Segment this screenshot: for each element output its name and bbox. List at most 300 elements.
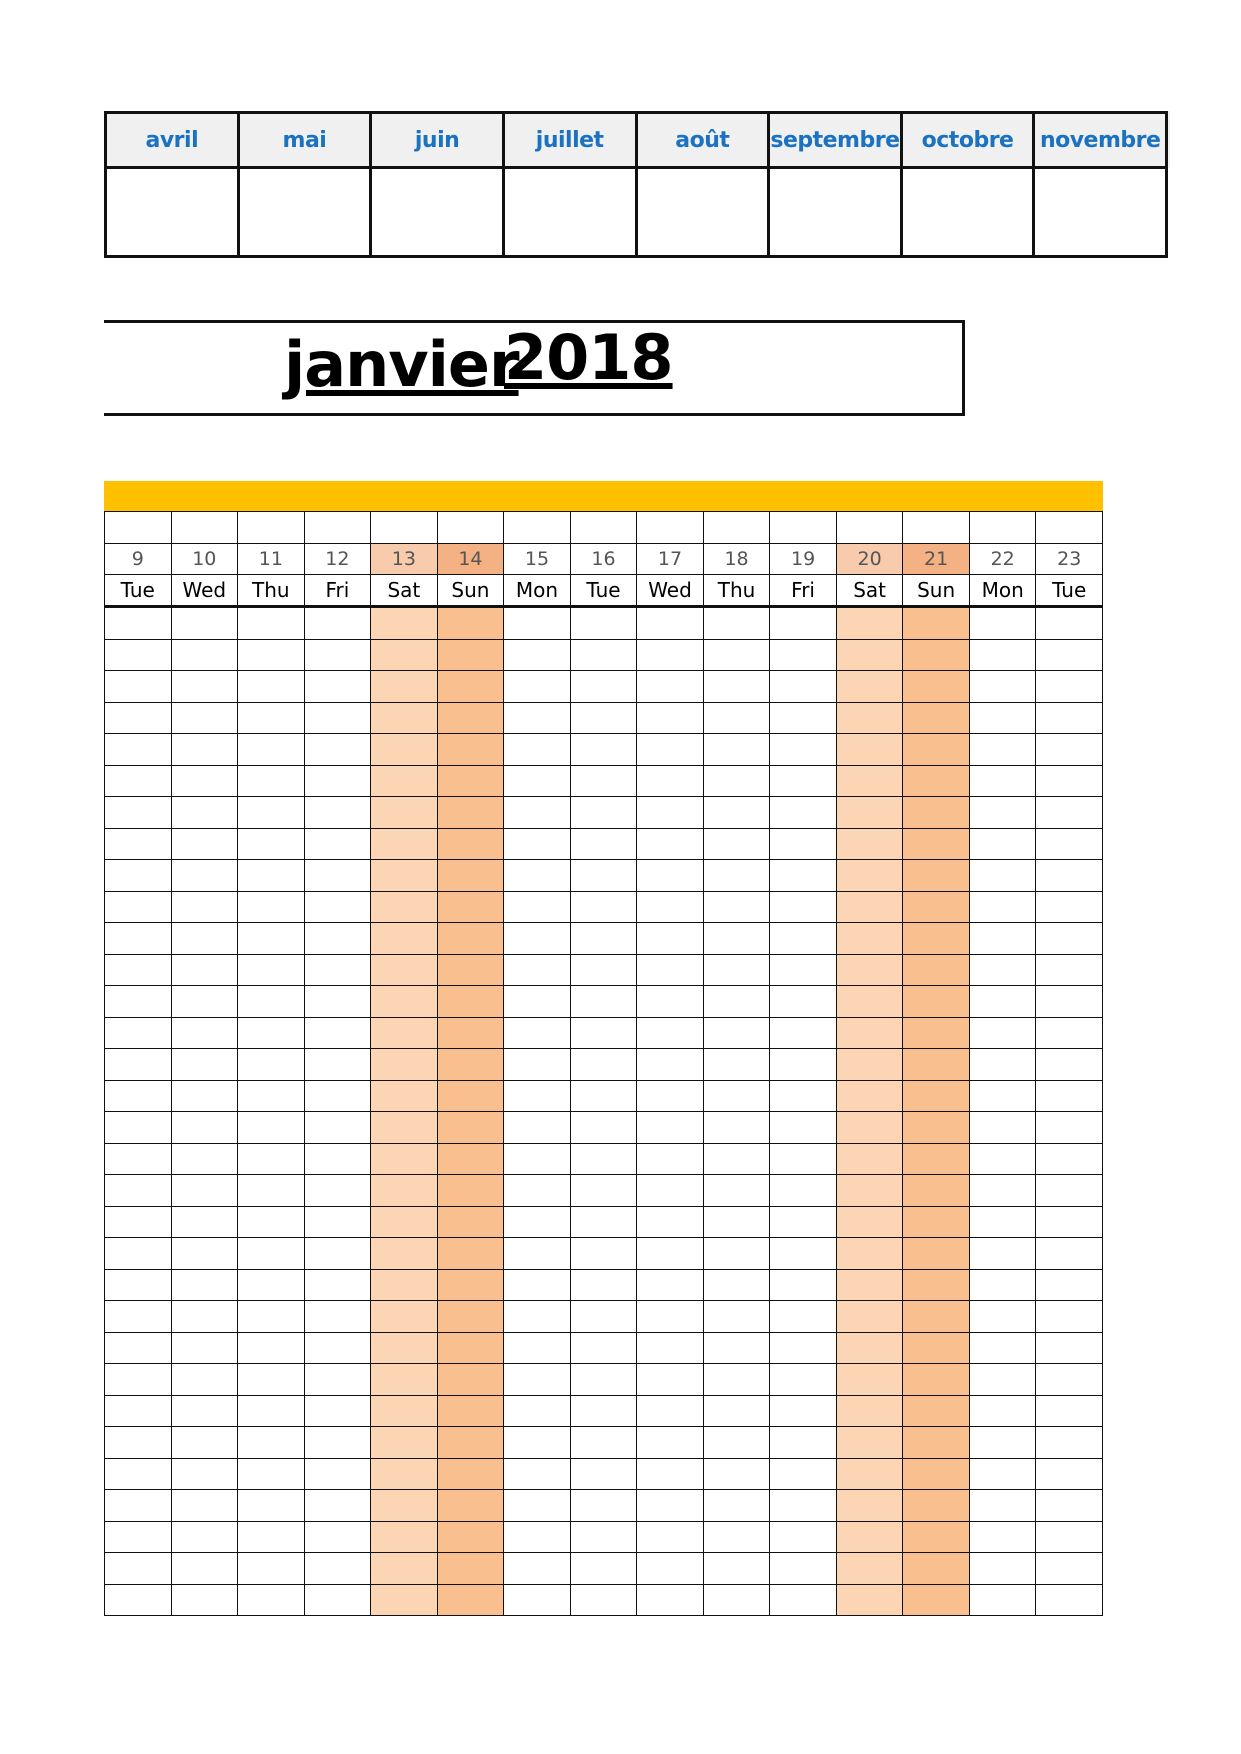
schedule-cell[interactable] <box>969 1175 1036 1207</box>
schedule-cell[interactable] <box>371 1143 438 1175</box>
schedule-cell[interactable] <box>836 1175 903 1207</box>
schedule-cell[interactable] <box>238 1521 305 1553</box>
schedule-cell[interactable] <box>637 1301 704 1333</box>
schedule-cell[interactable] <box>105 1238 172 1270</box>
schedule-cell[interactable] <box>703 607 770 640</box>
schedule-cell[interactable] <box>504 1364 571 1396</box>
schedule-cell[interactable] <box>304 1584 371 1616</box>
month-tab[interactable]: avril <box>106 113 239 168</box>
schedule-cell[interactable] <box>836 954 903 986</box>
schedule-cell[interactable] <box>637 1143 704 1175</box>
schedule-cell[interactable] <box>969 765 1036 797</box>
schedule-cell[interactable] <box>836 1427 903 1459</box>
schedule-cell[interactable] <box>969 860 1036 892</box>
schedule-cell[interactable] <box>304 1395 371 1427</box>
schedule-cell[interactable] <box>903 923 970 955</box>
schedule-cell[interactable] <box>238 1017 305 1049</box>
schedule-cell[interactable] <box>637 1332 704 1364</box>
schedule-cell[interactable] <box>371 702 438 734</box>
schedule-cell[interactable] <box>570 1049 637 1081</box>
schedule-cell[interactable] <box>637 797 704 829</box>
schedule-cell[interactable] <box>836 1143 903 1175</box>
schedule-cell[interactable] <box>105 639 172 671</box>
schedule-cell[interactable] <box>105 1080 172 1112</box>
schedule-cell[interactable] <box>770 1521 837 1553</box>
schedule-cell[interactable] <box>903 1553 970 1585</box>
schedule-cell[interactable] <box>703 1332 770 1364</box>
schedule-cell[interactable] <box>238 923 305 955</box>
schedule-cell[interactable] <box>570 1458 637 1490</box>
schedule-cell[interactable] <box>304 702 371 734</box>
schedule-cell[interactable] <box>570 765 637 797</box>
schedule-cell[interactable] <box>836 1490 903 1522</box>
schedule-cell[interactable] <box>903 1584 970 1616</box>
schedule-cell[interactable] <box>770 986 837 1018</box>
schedule-cell[interactable] <box>371 1584 438 1616</box>
schedule-cell[interactable] <box>836 797 903 829</box>
schedule-cell[interactable] <box>903 1269 970 1301</box>
month-tab[interactable]: mai <box>238 113 371 168</box>
schedule-cell[interactable] <box>637 1427 704 1459</box>
schedule-cell[interactable] <box>1036 891 1103 923</box>
schedule-cell[interactable] <box>570 1206 637 1238</box>
schedule-cell[interactable] <box>703 734 770 766</box>
schedule-cell[interactable] <box>770 1080 837 1112</box>
schedule-cell[interactable] <box>969 639 1036 671</box>
schedule-cell[interactable] <box>836 1364 903 1396</box>
schedule-cell[interactable] <box>437 1332 504 1364</box>
schedule-cell[interactable] <box>637 1269 704 1301</box>
schedule-cell[interactable] <box>504 1175 571 1207</box>
schedule-cell[interactable] <box>437 1049 504 1081</box>
schedule-cell[interactable] <box>1036 1017 1103 1049</box>
schedule-cell[interactable] <box>703 639 770 671</box>
schedule-cell[interactable] <box>703 1395 770 1427</box>
schedule-cell[interactable] <box>105 765 172 797</box>
schedule-cell[interactable] <box>504 891 571 923</box>
schedule-cell[interactable] <box>171 765 238 797</box>
schedule-cell[interactable] <box>770 639 837 671</box>
schedule-cell[interactable] <box>171 1049 238 1081</box>
schedule-cell[interactable] <box>570 1143 637 1175</box>
schedule-cell[interactable] <box>637 765 704 797</box>
schedule-cell[interactable] <box>1036 1458 1103 1490</box>
schedule-cell[interactable] <box>770 1458 837 1490</box>
schedule-cell[interactable] <box>238 860 305 892</box>
schedule-cell[interactable] <box>637 1080 704 1112</box>
schedule-cell[interactable] <box>504 1206 571 1238</box>
schedule-cell[interactable] <box>171 1490 238 1522</box>
schedule-cell[interactable] <box>437 671 504 703</box>
schedule-cell[interactable] <box>371 671 438 703</box>
schedule-cell[interactable] <box>105 1364 172 1396</box>
schedule-cell[interactable] <box>504 671 571 703</box>
schedule-cell[interactable] <box>504 1584 571 1616</box>
schedule-cell[interactable] <box>437 1490 504 1522</box>
schedule-cell[interactable] <box>304 1490 371 1522</box>
schedule-cell[interactable] <box>703 1175 770 1207</box>
month-cell[interactable] <box>901 168 1034 257</box>
schedule-cell[interactable] <box>903 1332 970 1364</box>
schedule-cell[interactable] <box>903 1395 970 1427</box>
month-tab[interactable]: juillet <box>503 113 636 168</box>
schedule-cell[interactable] <box>171 1584 238 1616</box>
schedule-cell[interactable] <box>903 1301 970 1333</box>
schedule-cell[interactable] <box>903 734 970 766</box>
schedule-cell[interactable] <box>304 734 371 766</box>
schedule-cell[interactable] <box>105 734 172 766</box>
schedule-cell[interactable] <box>836 1332 903 1364</box>
month-tab[interactable]: novembre <box>1034 113 1167 168</box>
schedule-cell[interactable] <box>903 1080 970 1112</box>
schedule-cell[interactable] <box>1036 1395 1103 1427</box>
schedule-cell[interactable] <box>703 1427 770 1459</box>
schedule-cell[interactable] <box>304 607 371 640</box>
schedule-cell[interactable] <box>903 954 970 986</box>
schedule-cell[interactable] <box>1036 1553 1103 1585</box>
schedule-cell[interactable] <box>1036 1049 1103 1081</box>
schedule-cell[interactable] <box>437 1112 504 1144</box>
schedule-cell[interactable] <box>105 986 172 1018</box>
schedule-cell[interactable] <box>504 607 571 640</box>
schedule-cell[interactable] <box>171 797 238 829</box>
schedule-cell[interactable] <box>1036 1521 1103 1553</box>
schedule-cell[interactable] <box>371 765 438 797</box>
schedule-cell[interactable] <box>969 607 1036 640</box>
schedule-cell[interactable] <box>437 797 504 829</box>
schedule-cell[interactable] <box>703 828 770 860</box>
schedule-cell[interactable] <box>570 828 637 860</box>
schedule-cell[interactable] <box>770 1395 837 1427</box>
schedule-cell[interactable] <box>969 1553 1036 1585</box>
schedule-cell[interactable] <box>903 1049 970 1081</box>
schedule-cell[interactable] <box>570 702 637 734</box>
schedule-cell[interactable] <box>637 1017 704 1049</box>
schedule-cell[interactable] <box>504 1395 571 1427</box>
schedule-cell[interactable] <box>437 1521 504 1553</box>
schedule-cell[interactable] <box>1036 1301 1103 1333</box>
schedule-cell[interactable] <box>969 1238 1036 1270</box>
schedule-cell[interactable] <box>437 1364 504 1396</box>
schedule-cell[interactable] <box>770 1143 837 1175</box>
schedule-cell[interactable] <box>437 1584 504 1616</box>
schedule-cell[interactable] <box>570 671 637 703</box>
schedule-cell[interactable] <box>238 891 305 923</box>
schedule-cell[interactable] <box>437 1395 504 1427</box>
schedule-cell[interactable] <box>105 1458 172 1490</box>
schedule-cell[interactable] <box>570 860 637 892</box>
schedule-cell[interactable] <box>171 1238 238 1270</box>
schedule-cell[interactable] <box>969 1301 1036 1333</box>
schedule-cell[interactable] <box>570 1269 637 1301</box>
schedule-cell[interactable] <box>105 1206 172 1238</box>
schedule-cell[interactable] <box>637 639 704 671</box>
schedule-cell[interactable] <box>703 1080 770 1112</box>
schedule-cell[interactable] <box>1036 607 1103 640</box>
schedule-cell[interactable] <box>637 1206 704 1238</box>
schedule-cell[interactable] <box>570 891 637 923</box>
schedule-cell[interactable] <box>570 1080 637 1112</box>
schedule-cell[interactable] <box>437 1427 504 1459</box>
schedule-cell[interactable] <box>770 1553 837 1585</box>
schedule-cell[interactable] <box>304 891 371 923</box>
schedule-cell[interactable] <box>1036 1238 1103 1270</box>
schedule-cell[interactable] <box>570 1553 637 1585</box>
schedule-cell[interactable] <box>770 1206 837 1238</box>
schedule-cell[interactable] <box>371 986 438 1018</box>
schedule-cell[interactable] <box>105 954 172 986</box>
schedule-cell[interactable] <box>504 828 571 860</box>
schedule-cell[interactable] <box>969 954 1036 986</box>
schedule-cell[interactable] <box>969 1269 1036 1301</box>
schedule-cell[interactable] <box>504 734 571 766</box>
schedule-cell[interactable] <box>836 671 903 703</box>
schedule-cell[interactable] <box>703 1238 770 1270</box>
schedule-cell[interactable] <box>703 923 770 955</box>
schedule-cell[interactable] <box>1036 828 1103 860</box>
schedule-cell[interactable] <box>304 1017 371 1049</box>
schedule-cell[interactable] <box>903 860 970 892</box>
schedule-cell[interactable] <box>238 702 305 734</box>
schedule-cell[interactable] <box>637 1490 704 1522</box>
schedule-cell[interactable] <box>171 1458 238 1490</box>
schedule-cell[interactable] <box>969 734 1036 766</box>
schedule-cell[interactable] <box>1036 1206 1103 1238</box>
schedule-cell[interactable] <box>437 765 504 797</box>
schedule-cell[interactable] <box>504 1269 571 1301</box>
schedule-cell[interactable] <box>703 797 770 829</box>
schedule-cell[interactable] <box>371 1553 438 1585</box>
schedule-cell[interactable] <box>969 671 1036 703</box>
schedule-cell[interactable] <box>570 607 637 640</box>
schedule-cell[interactable] <box>637 1521 704 1553</box>
schedule-cell[interactable] <box>703 954 770 986</box>
schedule-cell[interactable] <box>1036 1269 1103 1301</box>
schedule-cell[interactable] <box>770 923 837 955</box>
schedule-cell[interactable] <box>371 1269 438 1301</box>
schedule-cell[interactable] <box>238 1080 305 1112</box>
schedule-cell[interactable] <box>504 1427 571 1459</box>
schedule-cell[interactable] <box>703 891 770 923</box>
schedule-cell[interactable] <box>969 1112 1036 1144</box>
schedule-cell[interactable] <box>105 797 172 829</box>
month-cell[interactable] <box>503 168 636 257</box>
schedule-cell[interactable] <box>770 1175 837 1207</box>
schedule-cell[interactable] <box>437 639 504 671</box>
schedule-cell[interactable] <box>304 1364 371 1396</box>
schedule-cell[interactable] <box>969 702 1036 734</box>
schedule-cell[interactable] <box>637 1364 704 1396</box>
schedule-cell[interactable] <box>703 1458 770 1490</box>
schedule-cell[interactable] <box>504 1521 571 1553</box>
schedule-cell[interactable] <box>171 671 238 703</box>
schedule-cell[interactable] <box>238 1269 305 1301</box>
schedule-cell[interactable] <box>171 1143 238 1175</box>
schedule-cell[interactable] <box>903 1364 970 1396</box>
schedule-cell[interactable] <box>903 1112 970 1144</box>
schedule-cell[interactable] <box>770 1584 837 1616</box>
schedule-cell[interactable] <box>903 1490 970 1522</box>
schedule-cell[interactable] <box>238 1238 305 1270</box>
schedule-cell[interactable] <box>371 1332 438 1364</box>
schedule-cell[interactable] <box>371 1112 438 1144</box>
schedule-cell[interactable] <box>703 1206 770 1238</box>
schedule-cell[interactable] <box>703 986 770 1018</box>
schedule-cell[interactable] <box>105 1112 172 1144</box>
schedule-cell[interactable] <box>836 986 903 1018</box>
schedule-cell[interactable] <box>703 1112 770 1144</box>
schedule-cell[interactable] <box>437 1458 504 1490</box>
schedule-cell[interactable] <box>1036 702 1103 734</box>
schedule-cell[interactable] <box>903 891 970 923</box>
schedule-cell[interactable] <box>238 1175 305 1207</box>
schedule-cell[interactable] <box>371 639 438 671</box>
schedule-cell[interactable] <box>371 954 438 986</box>
schedule-cell[interactable] <box>1036 734 1103 766</box>
schedule-cell[interactable] <box>371 1175 438 1207</box>
schedule-cell[interactable] <box>903 1143 970 1175</box>
schedule-cell[interactable] <box>836 1521 903 1553</box>
schedule-cell[interactable] <box>703 702 770 734</box>
schedule-cell[interactable] <box>371 734 438 766</box>
schedule-cell[interactable] <box>371 1521 438 1553</box>
schedule-cell[interactable] <box>437 702 504 734</box>
schedule-cell[interactable] <box>570 923 637 955</box>
schedule-cell[interactable] <box>437 734 504 766</box>
month-cell[interactable] <box>371 168 504 257</box>
schedule-cell[interactable] <box>969 1080 1036 1112</box>
month-tab[interactable]: septembre <box>769 113 902 168</box>
schedule-cell[interactable] <box>1036 860 1103 892</box>
schedule-cell[interactable] <box>703 1553 770 1585</box>
schedule-cell[interactable] <box>304 671 371 703</box>
schedule-cell[interactable] <box>238 671 305 703</box>
schedule-cell[interactable] <box>570 1332 637 1364</box>
schedule-cell[interactable] <box>504 1238 571 1270</box>
schedule-cell[interactable] <box>903 1458 970 1490</box>
schedule-cell[interactable] <box>504 1049 571 1081</box>
schedule-cell[interactable] <box>836 1017 903 1049</box>
schedule-cell[interactable] <box>969 1017 1036 1049</box>
schedule-cell[interactable] <box>105 1017 172 1049</box>
schedule-cell[interactable] <box>903 1175 970 1207</box>
schedule-cell[interactable] <box>238 1143 305 1175</box>
schedule-cell[interactable] <box>504 1458 571 1490</box>
schedule-cell[interactable] <box>903 1521 970 1553</box>
schedule-cell[interactable] <box>637 1238 704 1270</box>
schedule-cell[interactable] <box>437 1238 504 1270</box>
schedule-cell[interactable] <box>903 702 970 734</box>
schedule-cell[interactable] <box>171 1553 238 1585</box>
schedule-cell[interactable] <box>903 828 970 860</box>
schedule-cell[interactable] <box>504 1112 571 1144</box>
schedule-cell[interactable] <box>570 1238 637 1270</box>
schedule-cell[interactable] <box>171 1521 238 1553</box>
schedule-cell[interactable] <box>437 923 504 955</box>
schedule-cell[interactable] <box>969 1143 1036 1175</box>
schedule-cell[interactable] <box>171 1080 238 1112</box>
month-cell[interactable] <box>106 168 239 257</box>
month-tab[interactable]: juin <box>371 113 504 168</box>
schedule-cell[interactable] <box>836 1458 903 1490</box>
schedule-cell[interactable] <box>304 1175 371 1207</box>
schedule-cell[interactable] <box>238 1584 305 1616</box>
schedule-cell[interactable] <box>504 765 571 797</box>
schedule-cell[interactable] <box>504 1017 571 1049</box>
schedule-cell[interactable] <box>637 1049 704 1081</box>
schedule-cell[interactable] <box>570 797 637 829</box>
schedule-cell[interactable] <box>437 1175 504 1207</box>
schedule-cell[interactable] <box>1036 671 1103 703</box>
schedule-cell[interactable] <box>304 1238 371 1270</box>
schedule-cell[interactable] <box>371 923 438 955</box>
schedule-cell[interactable] <box>903 1238 970 1270</box>
schedule-cell[interactable] <box>903 1206 970 1238</box>
schedule-cell[interactable] <box>238 639 305 671</box>
schedule-cell[interactable] <box>836 923 903 955</box>
schedule-cell[interactable] <box>171 891 238 923</box>
schedule-cell[interactable] <box>238 1112 305 1144</box>
schedule-cell[interactable] <box>171 1427 238 1459</box>
schedule-cell[interactable] <box>504 1490 571 1522</box>
schedule-cell[interactable] <box>105 1143 172 1175</box>
schedule-cell[interactable] <box>637 1395 704 1427</box>
schedule-cell[interactable] <box>637 734 704 766</box>
schedule-cell[interactable] <box>1036 954 1103 986</box>
schedule-cell[interactable] <box>1036 765 1103 797</box>
schedule-cell[interactable] <box>1036 797 1103 829</box>
schedule-cell[interactable] <box>703 1584 770 1616</box>
schedule-cell[interactable] <box>171 954 238 986</box>
schedule-cell[interactable] <box>238 828 305 860</box>
schedule-cell[interactable] <box>836 639 903 671</box>
schedule-cell[interactable] <box>570 1395 637 1427</box>
schedule-cell[interactable] <box>437 1080 504 1112</box>
schedule-cell[interactable] <box>504 1143 571 1175</box>
schedule-cell[interactable] <box>770 828 837 860</box>
schedule-cell[interactable] <box>836 1112 903 1144</box>
schedule-cell[interactable] <box>304 1553 371 1585</box>
schedule-cell[interactable] <box>504 639 571 671</box>
schedule-cell[interactable] <box>238 1458 305 1490</box>
schedule-cell[interactable] <box>903 986 970 1018</box>
schedule-cell[interactable] <box>969 828 1036 860</box>
schedule-cell[interactable] <box>371 828 438 860</box>
schedule-cell[interactable] <box>171 1017 238 1049</box>
schedule-cell[interactable] <box>1036 1332 1103 1364</box>
schedule-cell[interactable] <box>171 828 238 860</box>
schedule-cell[interactable] <box>304 828 371 860</box>
schedule-cell[interactable] <box>969 1049 1036 1081</box>
schedule-cell[interactable] <box>371 1458 438 1490</box>
schedule-cell[interactable] <box>1036 1584 1103 1616</box>
schedule-cell[interactable] <box>770 1238 837 1270</box>
schedule-cell[interactable] <box>171 1332 238 1364</box>
schedule-cell[interactable] <box>836 860 903 892</box>
schedule-cell[interactable] <box>171 1175 238 1207</box>
schedule-cell[interactable] <box>903 607 970 640</box>
schedule-cell[interactable] <box>371 1395 438 1427</box>
schedule-cell[interactable] <box>304 1301 371 1333</box>
schedule-cell[interactable] <box>570 1584 637 1616</box>
schedule-cell[interactable] <box>570 1175 637 1207</box>
schedule-cell[interactable] <box>105 923 172 955</box>
schedule-cell[interactable] <box>969 1395 1036 1427</box>
schedule-cell[interactable] <box>371 1238 438 1270</box>
schedule-cell[interactable] <box>304 1269 371 1301</box>
schedule-cell[interactable] <box>238 986 305 1018</box>
schedule-cell[interactable] <box>770 860 837 892</box>
